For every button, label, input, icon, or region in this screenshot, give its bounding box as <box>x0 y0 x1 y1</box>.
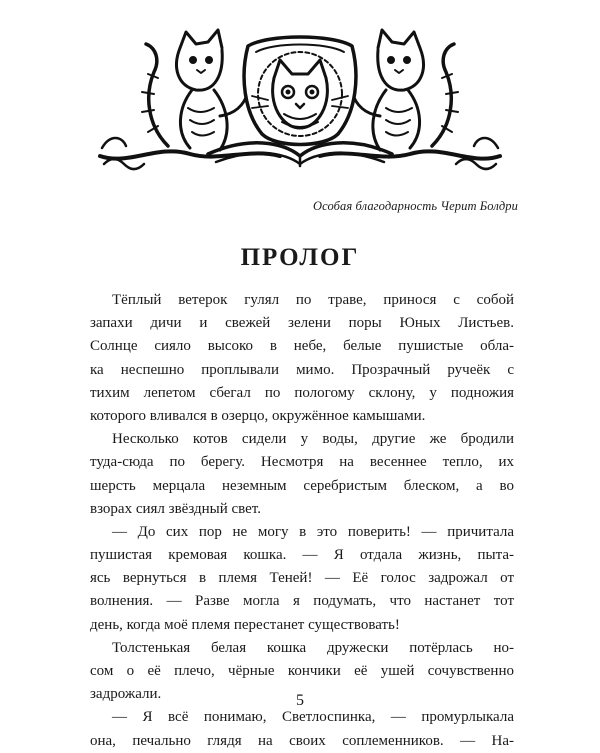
text-line: взорах сиял звёздный свет. <box>90 500 261 517</box>
text-line: волнения. — Разве могла я подумать, что настанет тот <box>90 593 514 610</box>
text-line: ка неспешно проплывали мимо. Прозрачный ручеёк с <box>90 361 514 378</box>
text-line: задрожали. <box>90 686 162 703</box>
text-line: запахи дичи и свежей зелени поры Юных Листьев. <box>90 315 514 332</box>
cat-crest-ornament-icon <box>98 16 502 176</box>
header-illustration <box>98 16 502 176</box>
page-number: 5 <box>296 692 304 709</box>
text-line: тихим лепетом сбегал по пологому склону, у подножия <box>90 384 514 401</box>
text-line: ясь вернуться в племя Теней! — Её голос задрожал от <box>90 570 514 587</box>
text-line: сом о её плечо, чёрные кончики её ушей сочувственно <box>90 663 514 679</box>
body-text <box>90 289 514 753</box>
text-line: день, когда моё племя перестанет существовать! <box>90 616 400 633</box>
text-line: Тёплый ветерок гулял по траве, принося с собой <box>112 292 514 308</box>
text-line: — Я всё понимаю, Светлоспинка, — промурлыкала <box>112 709 514 726</box>
text-line: которого вливался в озерцо, окружённое камышами. <box>90 407 426 424</box>
text-line: шерсть мерцала неземным серебристым блеском, а во <box>90 477 514 494</box>
text-line: она, печально глядя на своих соплеменников. — На- <box>90 732 514 749</box>
text-line: — До сих пор не могу в это поверить! — причитала <box>112 523 514 540</box>
chapter-title: ПРОЛОГ <box>240 244 360 271</box>
acknowledgement-credit: Особая благодарность Черит Болдри <box>313 199 518 213</box>
text-line: Солнце сияло высоко в небе, белые пушистые обла- <box>90 338 514 355</box>
text-line: Толстенькая белая кошка дружески потёрлась но- <box>112 639 514 656</box>
text-line: Несколько котов сидели у воды, другие же бродили <box>112 431 514 448</box>
text-line: туда-сюда по берегу. Несмотря на весеннее тепло, их <box>90 454 514 471</box>
text-line: пушистая кремовая кошка. — Я отдала жизнь, пыта- <box>90 547 514 564</box>
